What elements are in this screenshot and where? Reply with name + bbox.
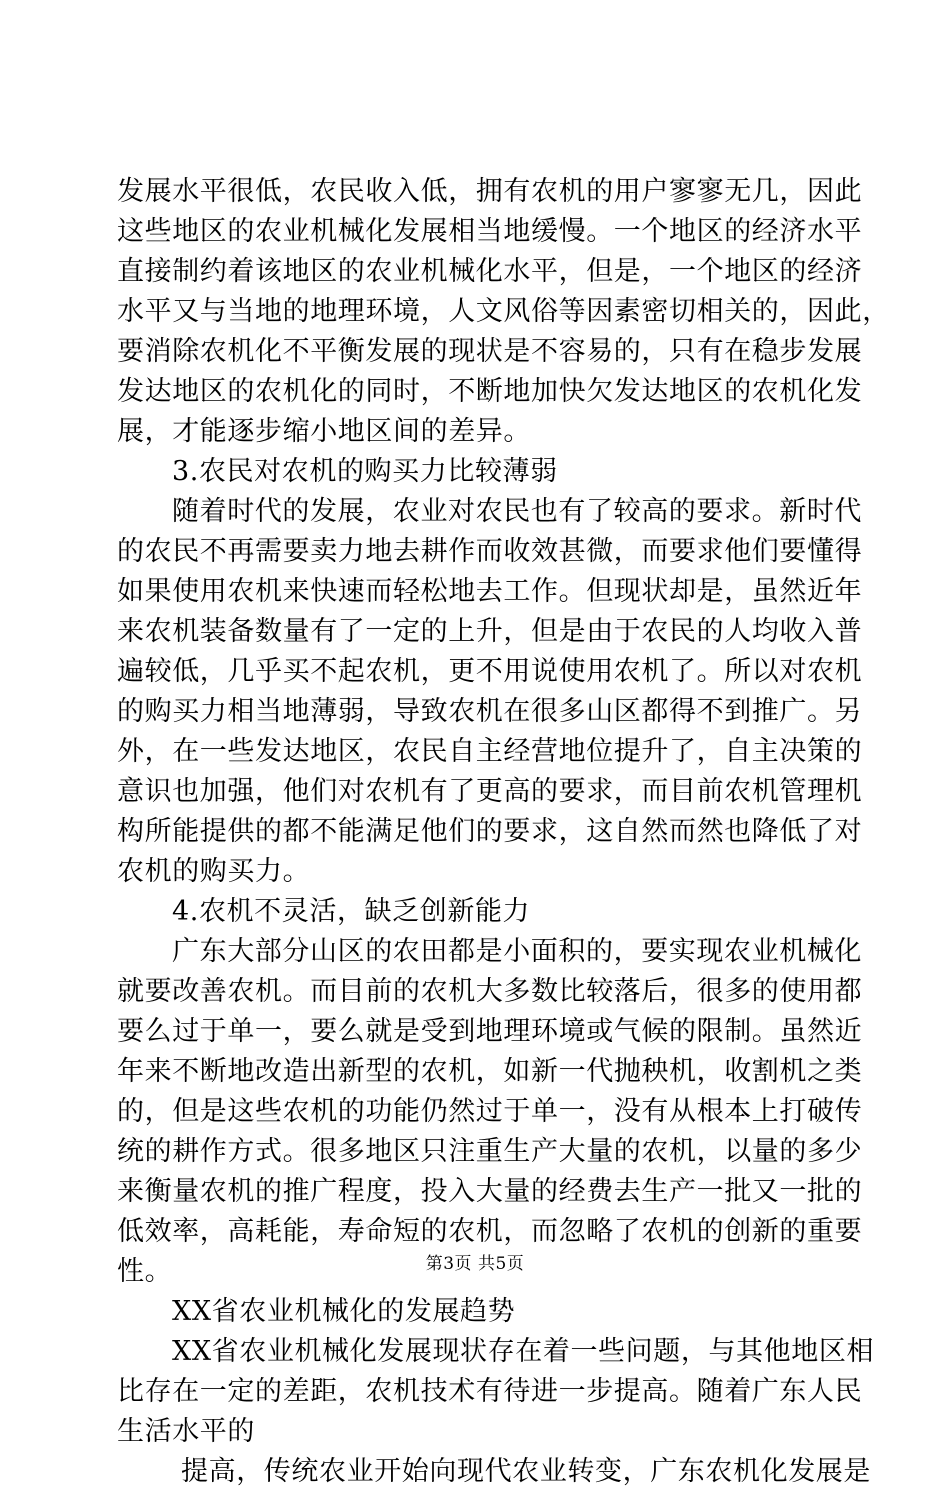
text-line: 水平又与当地的地理环境，人文风俗等因素密切相关的，因此， [117, 296, 890, 327]
text-line: 意识也加强，他们对农机有了更高的要求，而目前农机管理机 [117, 776, 863, 807]
text-line: 如果使用农机来快速而轻松地去工作。但现状却是，虽然近年 [117, 576, 863, 607]
text-line: 的购买力相当地薄弱，导致农机在很多山区都得不到推广。另 [117, 696, 863, 727]
text-line: 性。 [117, 1256, 173, 1287]
text-line: 发达地区的农机化的同时，不断地加快欠发达地区的农机化发 [117, 376, 863, 407]
text-line: 农机的购买力。 [117, 856, 311, 887]
paragraph-start: 提高，传统农业开始向现代农业转变，广东农机化发展是 [181, 1456, 871, 1487]
text-line: 遍较低，几乎买不起农机，更不用说使用农机了。所以对农机 [117, 656, 863, 687]
text-line: 要么过于单一，要么就是受到地理环境或气候的限制。虽然近 [117, 1016, 863, 1047]
section-heading: 4.农机不灵活，缺乏创新能力 [172, 896, 531, 927]
document-body [117, 172, 890, 1492]
text-line: 生活水平的 [117, 1416, 255, 1447]
text-line: 来衡量农机的推广程度，投入大量的经费去生产一批又一批的 [117, 1176, 863, 1207]
text-line: 直接制约着该地区的农业机械化水平，但是，一个地区的经济 [117, 256, 863, 287]
text-line: 就要改善农机。而目前的农机大多数比较落后，很多的使用都 [117, 976, 863, 1007]
section-heading: 3.农民对农机的购买力比较薄弱 [172, 456, 558, 487]
text-line: 这些地区的农业机械化发展相当地缓慢。一个地区的经济水平 [117, 216, 863, 247]
paragraph-start: 广东大部分山区的农田都是小面积的，要实现农业机械化 [172, 936, 862, 967]
text-line: 来农机装备数量有了一定的上升，但是由于农民的人均收入普 [117, 616, 863, 647]
paragraph-start: 随着时代的发展，农业对农民也有了较高的要求。新时代 [172, 496, 862, 527]
text-line: 要消除农机化不平衡发展的现状是不容易的，只有在稳步发展 [117, 336, 863, 367]
text-line: 统的耕作方式。很多地区只注重生产大量的农机，以量的多少 [117, 1136, 863, 1167]
text-line: 展，才能逐步缩小地区间的差异。 [117, 416, 531, 447]
paragraph-start: XX省农业机械化发展现状存在着一些问题，与其他地区相 [172, 1336, 875, 1367]
text-line: 的农民不再需要卖力地去耕作而收效甚微，而要求他们要懂得 [117, 536, 863, 567]
page-number-footer: 第3页 共5页 [425, 1254, 525, 1274]
text-line: 外，在一些发达地区，农民自主经营地位提升了，自主决策的 [117, 736, 863, 767]
text-line: 低效率，高耗能，寿命短的农机，而忽略了农机的创新的重要 [117, 1216, 863, 1247]
section-heading: XX省农业机械化的发展趋势 [172, 1296, 516, 1327]
text-line: 发展水平很低，农民收入低，拥有农机的用户寥寥无几，因此 [117, 176, 863, 207]
text-line: 构所能提供的都不能满足他们的要求，这自然而然也降低了对 [117, 816, 863, 847]
text-line: 比存在一定的差距，农机技术有待进一步提高。随着广东人民 [117, 1376, 863, 1407]
text-line: 的，但是这些农机的功能仍然过于单一，没有从根本上打破传 [117, 1096, 863, 1127]
text-line: 年来不断地改造出新型的农机，如新一代抛秧机，收割机之类 [117, 1056, 863, 1087]
